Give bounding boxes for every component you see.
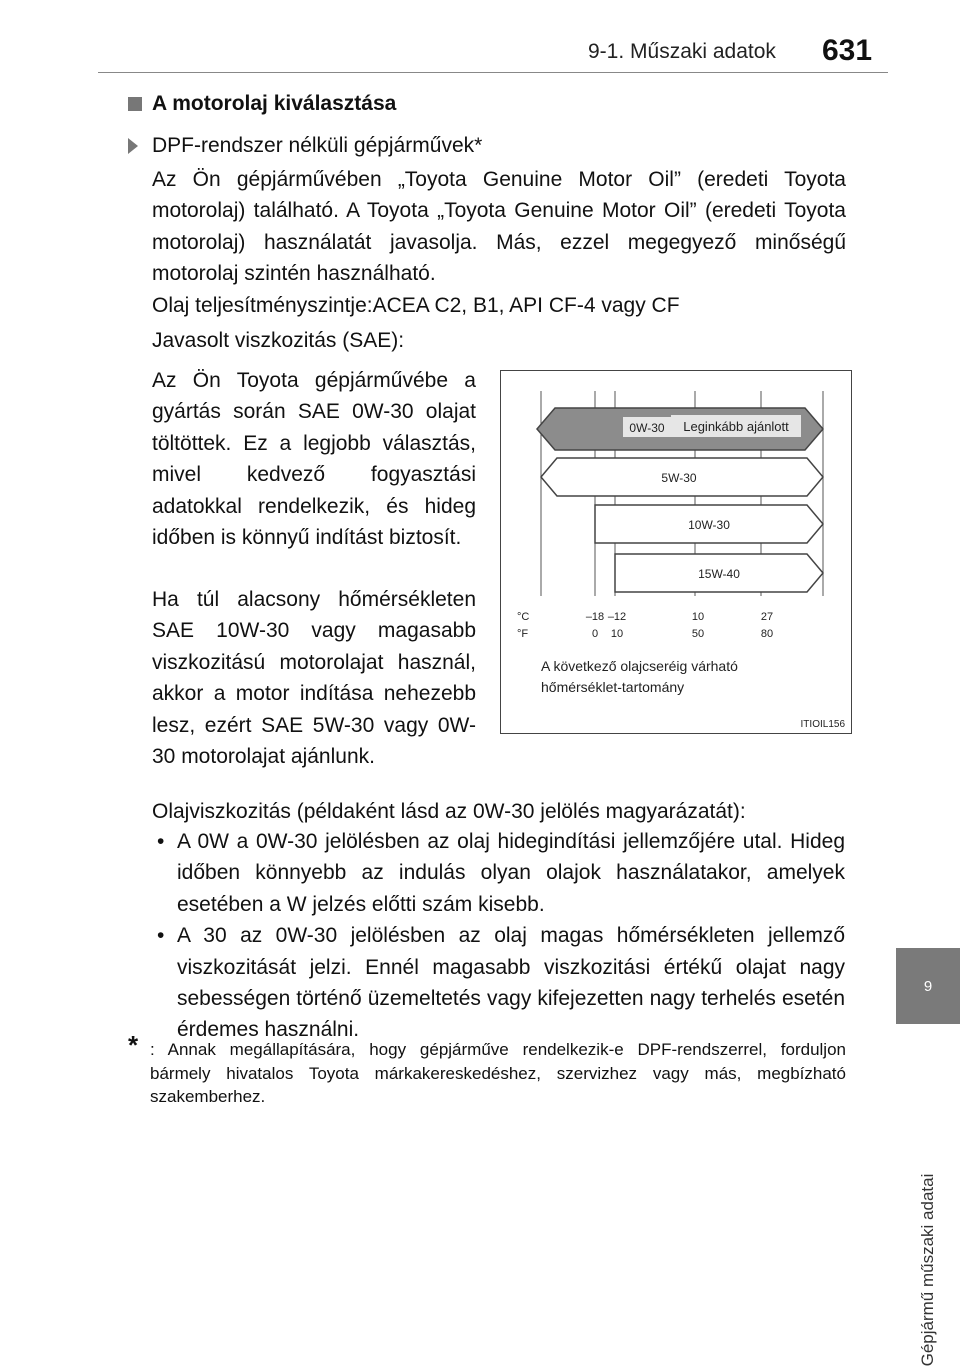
square-bullet-icon <box>128 97 142 111</box>
subsection-heading-text: DPF-rendszer nélküli gépjárművek* <box>152 134 483 157</box>
paragraph-viscosity-explained: Olajviszkozitás (példaként lásd az 0W-30 jelölés magyarázatát): <box>152 800 746 823</box>
section-heading-text: A motorolaj kiválasztása <box>152 92 397 115</box>
tick-f-2: 10 <box>610 628 624 640</box>
grade-label-10w30: 10W-30 <box>688 518 730 532</box>
figure-caption-line2: hőmérséklet-tartomány <box>541 679 685 695</box>
tick-c-1: –18 <box>585 611 605 623</box>
viscosity-chart-figure <box>500 370 852 734</box>
footnote <box>124 1030 846 1109</box>
chapter-title-vertical: Gépjármű műszaki adatai <box>918 1173 937 1366</box>
unit-fahrenheit: °F <box>517 628 529 640</box>
header-section-title: 9-1. Műszaki adatok <box>588 40 776 63</box>
grade-label-5w30: 5W-30 <box>661 471 697 485</box>
subsection-heading <box>128 134 482 158</box>
tick-f-1: 0 <box>591 628 599 640</box>
section-heading <box>128 92 396 116</box>
list-item: • A 0W a 0W-30 jelölésben az olaj hidegindítási jellemzőjére utal. Hideg időben könnyebb az indulás olyan olajok használatakor, amelyek esetében a W jelzés előtti szám kisebb. <box>153 826 845 920</box>
footnote-mark: * <box>128 1030 139 1060</box>
grade-label-15w40: 15W-40 <box>698 567 740 581</box>
tick-c-3: 10 <box>691 611 705 623</box>
paragraph-factory-oil: Az Ön Toyota gépjárművébe a gyártás során SAE 0W-30 olajat töltöttek. Ez a legjobb választás, mivel kedvező fogyasztási adatokkal rendelkezik, és hideg időben is könnyű indítást biztosít. <box>152 369 476 550</box>
triangle-bullet-icon <box>128 138 138 154</box>
viscosity-bullet-list <box>153 826 845 1046</box>
tick-f-4: 80 <box>760 628 774 640</box>
unit-celsius: °C <box>517 611 530 623</box>
paragraph-low-temperature: Ha túl alacsony hőmérsékleten SAE 10W-30 vagy magasabb viszkozitású motorolajat használ, akkor a motor indítása nehezebb lesz, ezért SAE 5W-30 vagy 0W-30 motorolajat ajánlunk. <box>152 588 476 769</box>
tick-c-4: 27 <box>760 611 774 623</box>
tick-f-3: 50 <box>691 628 705 640</box>
page-number: 631 <box>822 34 873 67</box>
paragraph-viscosity-label: Javasolt viszkozitás (SAE): <box>152 329 405 352</box>
chapter-tab <box>896 948 960 1024</box>
grade-note-0w30: Leginkább ajánlott <box>683 419 789 434</box>
figure-caption-line1: A következő olajcseréig várható <box>541 658 738 674</box>
viscosity-chart-svg <box>501 371 853 735</box>
list-item: • A 30 az 0W-30 jelölésben az olaj magas hőmérsékleten jellemző viszkozitását jelzi. Ennél magasabb viszkozitási értékű olajat nagy sebességen történő üzemeltetés vagy kifejezetten nagy terhelés esetén érdemes használni. <box>153 920 845 1046</box>
chapter-number: 9 <box>923 978 933 995</box>
paragraph-oil-grade: Olaj teljesítményszintje:ACEA C2, B1, API CF-4 vagy CF <box>152 294 680 317</box>
tick-c-2: –12 <box>607 611 627 623</box>
header-divider <box>98 72 888 73</box>
paragraph-intro: Az Ön gépjárművében „Toyota Genuine Motor Oil” (eredeti Toyota motorolaj) található. A Toyota „Toyota Genuine Motor Oil” (eredeti Toyota motorolaj) használatát javasolja. Más, ezzel megegyező minőségű motorolaj szintén használható. <box>152 168 846 286</box>
figure-id: ITIOIL156 <box>800 719 845 730</box>
footnote-text: : Annak megállapítására, hogy gépjárműve rendelkezik-e DPF-rendszerrel, forduljon bármely hivatalos Toyota márkakereskedéshez, szervizhez vagy más, megbízható szakemberhez. <box>150 1040 846 1106</box>
grade-label-0w30: 0W-30 <box>629 421 665 435</box>
